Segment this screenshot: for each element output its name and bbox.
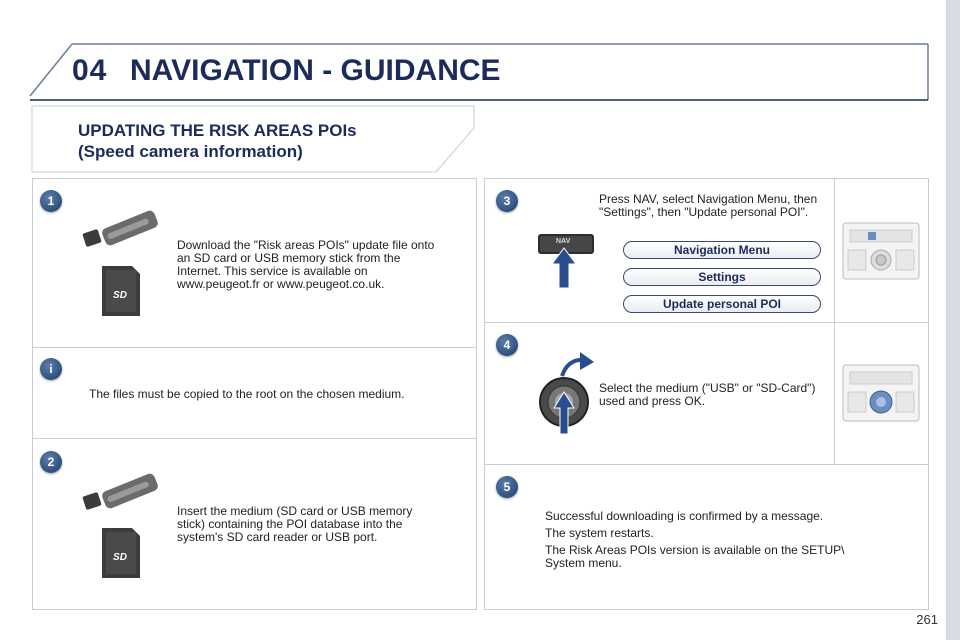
menu-update-personal-poi[interactable]: Update personal POI: [623, 295, 821, 313]
left-divider-2: [32, 438, 476, 439]
left-divider-1: [32, 347, 476, 348]
svg-text:SD: SD: [113, 290, 127, 301]
info-icon: i: [40, 358, 62, 380]
step5-line-3: The Risk Areas POIs version is available on the SETUP\ System menu.: [545, 543, 845, 570]
nav-button-icon: [536, 226, 596, 292]
info-text: The files must be copied to the root on the chosen medium.: [89, 387, 405, 401]
nav-button-label: NAV: [556, 238, 571, 245]
step-badge-2: 2: [40, 451, 62, 473]
sd-card-icon-2: [100, 526, 142, 580]
head-unit-illustration: [842, 222, 920, 280]
usb-stick-icon: [82, 205, 162, 255]
svg-text:SD: SD: [113, 552, 127, 563]
menu-navigation-menu[interactable]: Navigation Menu: [623, 241, 821, 259]
page-edge-bar: [946, 0, 960, 640]
page-number: 261: [916, 612, 938, 627]
chapter-number: 04: [72, 54, 108, 87]
right-vertical-divider: [834, 178, 835, 465]
step-badge-4: 4: [496, 334, 518, 356]
section-title-line1: UPDATING THE RISK AREAS POIs: [78, 121, 357, 140]
section-title-line2: (Speed camera information): [78, 142, 303, 161]
step-badge-1: 1: [40, 190, 62, 212]
step3-text: Press NAV, select Navigation Menu, then "Settings", then "Update personal POI".: [599, 192, 818, 219]
page-title: NAVIGATION - GUIDANCE: [130, 54, 501, 87]
step1-text: Download the "Risk areas POIs" update file onto an SD card or USB memory stick from the Internet. This service is available on www.peugeot.fr or www.peugeot.co.uk.: [177, 238, 435, 291]
usb-stick-icon-2: [82, 468, 162, 518]
step5-line-2: The system restarts.: [545, 526, 654, 540]
section-title: [78, 120, 357, 162]
right-divider-1: [484, 322, 928, 323]
head-unit-illustration-2: [842, 364, 920, 422]
rotary-knob-icon: [534, 350, 600, 436]
menu-settings[interactable]: Settings: [623, 268, 821, 286]
step4-text: Select the medium ("USB" or "SD-Card") used and press OK.: [599, 381, 816, 408]
step2-text: Insert the medium (SD card or USB memory stick) containing the POI database into the system's SD card reader or USB port.: [177, 504, 413, 544]
step5-line-1: Successful downloading is confirmed by a message.: [545, 509, 824, 523]
step-badge-5: 5: [496, 476, 518, 498]
right-divider-2: [484, 464, 928, 465]
sd-card-icon: [100, 264, 142, 318]
step-badge-3: 3: [496, 190, 518, 212]
